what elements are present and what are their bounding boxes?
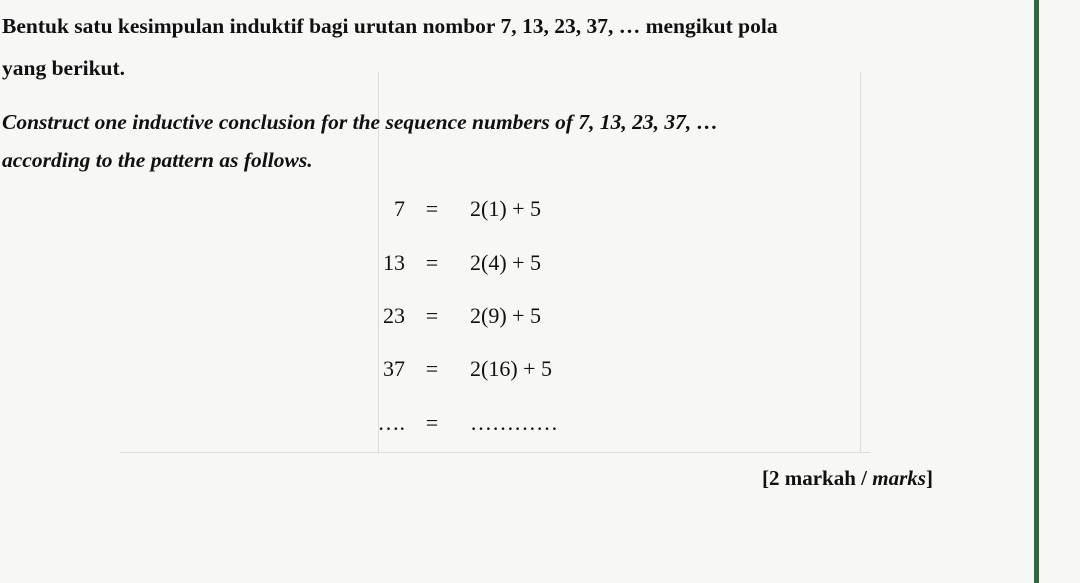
equals-sign: =	[425, 356, 439, 381]
equation-rhs: 2(16) + 5	[470, 356, 553, 381]
equation-lhs-blank: ….	[377, 410, 405, 435]
marks-allocation	[762, 466, 933, 491]
question-english-line-2: according to the pattern as follows.	[2, 148, 313, 172]
equals-sign: =	[425, 303, 439, 328]
bleed-through-line	[120, 452, 870, 453]
equation-lhs: 13	[383, 250, 405, 275]
equation-rhs: 2(1) + 5	[470, 196, 542, 221]
question-english-line-1: Construct one inductive conclusion for the sequence numbers of 7, 13, 23, 37, …	[2, 110, 719, 134]
equation-rhs: 2(4) + 5	[470, 250, 542, 275]
equals-sign: =	[425, 196, 439, 221]
page-border-green	[1034, 0, 1039, 583]
equation-lhs: 7	[394, 196, 405, 221]
marks-italic: marks	[872, 466, 926, 490]
equals-sign: =	[425, 250, 439, 275]
equals-sign: =	[425, 410, 439, 435]
bleed-through-line	[860, 72, 861, 452]
equation-lhs: 37	[383, 356, 405, 381]
equation-rhs-blank: …………	[470, 410, 558, 435]
equation-rhs: 2(9) + 5	[470, 303, 542, 328]
equation-lhs: 23	[383, 303, 405, 328]
question-malay-line-2: yang berikut.	[2, 56, 126, 80]
marks-close: ]	[925, 466, 933, 490]
question-malay-line-1: Bentuk satu kesimpulan induktif bagi urutan nombor 7, 13, 23, 37, … mengikut pola	[2, 14, 778, 38]
marks-open: [2 markah /	[762, 466, 873, 490]
